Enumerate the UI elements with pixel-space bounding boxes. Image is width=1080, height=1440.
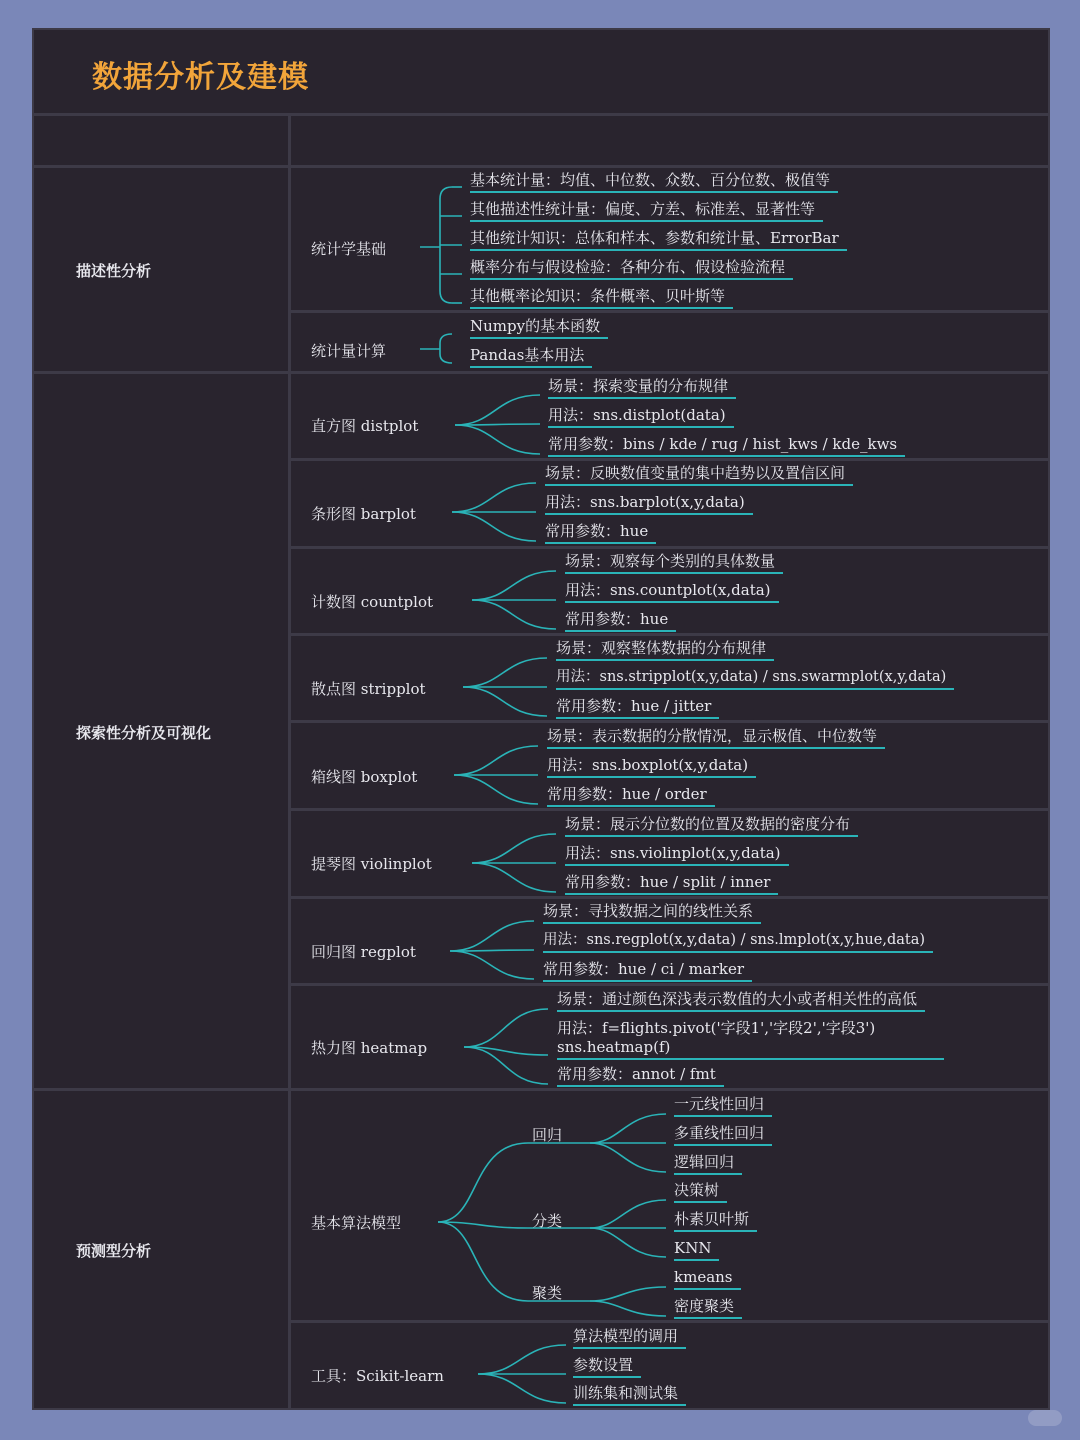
leaf-heatmap-scene: 场景：通过颜色深浅表示数值的大小或者相关性的高低: [557, 990, 925, 1012]
leaf-pandas: Pandas基本用法: [470, 346, 592, 368]
leaf-heatmap-usage-block: [557, 1019, 944, 1060]
leaf-boxplot-usage: 用法：sns.boxplot(x,y,data): [547, 756, 756, 778]
leaf-param-settings: 参数设置: [573, 1356, 641, 1378]
leaf-stripplot-usage: 用法：sns.stripplot(x,y,data) / sns.swarmplot(x,y,data): [556, 668, 954, 690]
leaf-train-test: 训练集和测试集: [573, 1384, 686, 1406]
leaf-decision-tree: 决策树: [674, 1181, 727, 1203]
page-title: 数据分析及建模: [92, 60, 309, 95]
node-distplot: 直方图 distplot: [311, 417, 419, 435]
leaf-boxplot-params: 常用参数：hue / order: [547, 785, 715, 807]
divider: [290, 633, 1048, 636]
leaf-basic-stats: 基本统计量：均值、中位数、众数、百分位数、极值等: [470, 171, 838, 193]
leaf-barplot-usage: 用法：sns.barplot(x,y,data): [545, 493, 753, 515]
node-clustering: 聚类: [532, 1284, 563, 1302]
divider: [34, 371, 1048, 374]
leaf-violinplot-usage: 用法：sns.violinplot(x,y,data): [565, 844, 789, 866]
node-heatmap: 热力图 heatmap: [311, 1039, 428, 1057]
node-regression: 回归: [532, 1126, 563, 1144]
leaf-distplot-usage: 用法：sns.distplot(data): [548, 406, 734, 428]
leaf-naive-bayes: 朴素贝叶斯: [674, 1210, 757, 1232]
leaf-violinplot-params: 常用参数：hue / split / inner: [565, 873, 778, 895]
leaf-heatmap-usage2: sns.heatmap(f): [557, 1038, 671, 1056]
leaf-regplot-usage: 用法：sns.regplot(x,y,data) / sns.lmplot(x,y,hue,data): [543, 931, 933, 953]
leaf-stripplot-scene: 场景：观察整体数据的分布规律: [556, 639, 774, 661]
leaf-distplot-params: 常用参数：bins / kde / rug / hist_kws / kde_kws: [548, 435, 905, 457]
divider: [34, 1088, 1048, 1091]
divider: [290, 896, 1048, 899]
node-classification: 分类: [532, 1212, 563, 1230]
leaf-countplot-params: 常用参数：hue: [565, 610, 676, 632]
divider: [34, 113, 1048, 116]
leaf-logistic-regression: 逻辑回归: [674, 1153, 742, 1175]
leaf-distplot-scene: 场景：探索变量的分布规律: [548, 377, 736, 399]
divider: [290, 458, 1048, 461]
node-countplot: 计数图 countplot: [311, 593, 434, 611]
divider: [290, 808, 1048, 811]
leaf-regplot-scene: 场景：寻找数据之间的线性关系: [543, 902, 761, 924]
leaf-violinplot-scene: 场景：展示分位数的位置及数据的密度分布: [565, 815, 858, 837]
leaf-other-stats: 其他统计知识：总体和样本、参数和统计量、ErrorBar: [470, 229, 847, 251]
divider: [290, 1320, 1048, 1323]
leaf-probability: 其他概率论知识：条件概率、贝叶斯等: [470, 287, 733, 309]
leaf-kmeans: kmeans: [674, 1268, 741, 1290]
leaf-stripplot-params: 常用参数：hue / jitter: [556, 697, 719, 719]
node-regplot: 回归图 regplot: [311, 943, 416, 961]
divider: [34, 165, 1048, 168]
leaf-countplot-usage: 用法：sns.countplot(x,data): [565, 581, 779, 603]
leaf-barplot-params: 常用参数：hue: [545, 522, 656, 544]
leaf-knn: KNN: [674, 1239, 719, 1261]
leaf-regplot-params: 常用参数：hue / ci / marker: [543, 960, 752, 982]
node-barplot: 条形图 barplot: [311, 505, 416, 523]
category-descriptive: 描述性分析: [76, 262, 152, 280]
leaf-distribution: 概率分布与假设检验：各种分布、假设检验流程: [470, 258, 793, 280]
watermark-badge: [1028, 1410, 1062, 1426]
leaf-boxplot-scene: 场景：表示数据的分散情况，显示极值、中位数等: [547, 727, 885, 749]
node-boxplot: 箱线图 boxplot: [311, 768, 418, 786]
node-violinplot: 提琴图 violinplot: [311, 855, 432, 873]
divider: [290, 720, 1048, 723]
divider: [290, 310, 1048, 313]
node-stats-compute: 统计量计算: [311, 342, 387, 360]
divider: [290, 546, 1048, 549]
leaf-heatmap-usage: 用法：f=flights.pivot('字段1','字段2','字段3'): [557, 1019, 876, 1037]
leaf-density-clustering: 密度聚类: [674, 1297, 742, 1319]
leaf-barplot-scene: 场景：反映数值变量的集中趋势以及置信区间: [545, 464, 853, 486]
leaf-heatmap-params: 常用参数：annot / fmt: [557, 1065, 724, 1087]
divider: [290, 983, 1048, 986]
leaf-numpy: Numpy的基本函数: [470, 317, 608, 339]
node-tools: 工具：Scikit-learn: [311, 1367, 444, 1385]
leaf-other-descriptive: 其他描述性统计量：偏度、方差、标准差、显著性等: [470, 200, 823, 222]
node-basic-models: 基本算法模型: [311, 1214, 402, 1232]
node-stats-basics: 统计学基础: [311, 240, 387, 258]
leaf-linear-regression: 一元线性回归: [674, 1095, 772, 1117]
leaf-model-invocation: 算法模型的调用: [573, 1327, 686, 1349]
category-exploratory: 探索性分析及可视化: [76, 724, 212, 742]
leaf-multiple-regression: 多重线性回归: [674, 1124, 772, 1146]
node-stripplot: 散点图 stripplot: [311, 680, 426, 698]
category-predictive: 预测型分析: [76, 1242, 152, 1260]
divider: [288, 113, 291, 1409]
leaf-countplot-scene: 场景：观察每个类别的具体数量: [565, 552, 783, 574]
